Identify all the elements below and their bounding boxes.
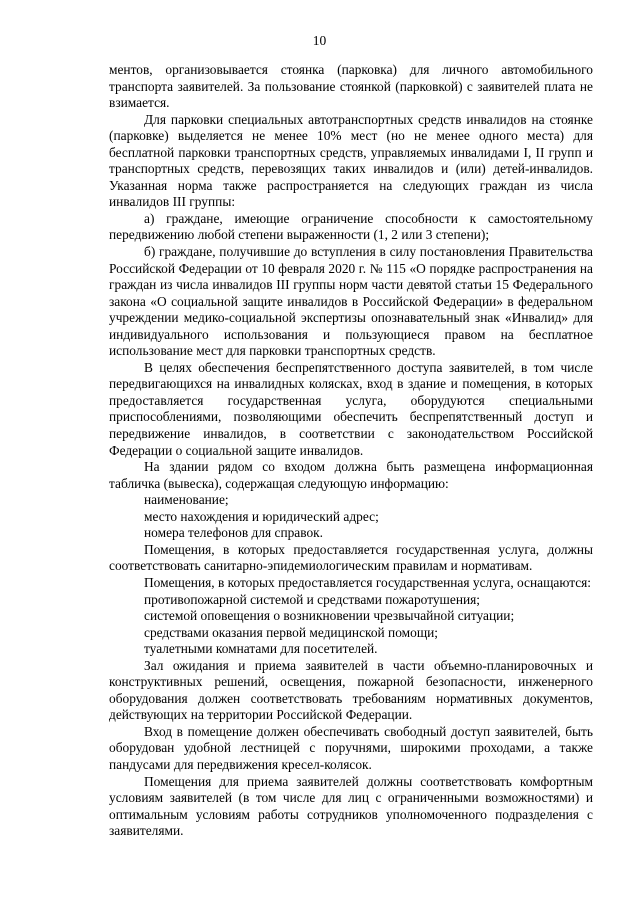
paragraph-item-a: а) граждане, имеющие ограничение способности к самостоятельному передвижению любой степени выраженности (1, 2 или 3 степени);: [109, 210, 593, 243]
list-item-fire-system: противопожарной системой и средствами пожаротушения;: [144, 591, 481, 607]
list-item-alert-system: системой оповещения о возникновении чрезвычайной ситуации;: [144, 608, 515, 624]
paragraph-reception-rooms: Помещения для приема заявителей должны соответствовать комфортным условиям заявителей (в том числе для лиц с ограниченными возможностями) и оптимальным условиям работы сотрудников уполномоченного подразделения с заявителями.: [109, 773, 593, 839]
list-item-name: наименование;: [144, 492, 229, 508]
paragraph-equipment: Помещения, в которых предоставляется государственная услуга, оснащаются:: [144, 574, 592, 590]
page-number: 10: [312, 33, 327, 48]
paragraph-signboard: На здании рядом со входом должна быть размещена информационная табличка (вывеска), содержащая следующую информацию:: [109, 459, 593, 491]
list-item-phones: номера телефонов для справок.: [144, 525, 324, 541]
paragraph-sanitary: Помещения, в которых предоставляется государственная услуга, должны соответствовать санитарно-эпидемиологическим правилам и нормативам.: [109, 541, 593, 574]
list-item-toilets: туалетными комнатами для посетителей.: [144, 641, 378, 657]
paragraph-parking-continuation: ментов, организовывается стоянка (парковка) для личного автомобильного транспорта заявителей. За пользование стоянкой (парковкой) с заявителей плата не взимается.: [109, 62, 593, 111]
document-body: [109, 62, 593, 840]
paragraph-accessibility: В целях обеспечения беспрепятственного доступа заявителей, в том числе передвигающихся на инвалидных колясках, вход в здание и помещения, в которых предоставляется государственная услуга, оборудуются специальными приспособлениями, позволяющими обеспечить беспрепятственный доступ и передвижение инвалидов, в соответствии с законодательством Российской Федерации о социальной защите инвалидов.: [109, 359, 593, 458]
paragraph-disabled-parking: Для парковки специальных автотранспортных средств инвалидов на стоянке (парковке) выделяется не менее 10% мест (но не менее одного места) для бесплатной парковки транспортных средств, управляемых инвалидами I, II групп и транспортных средств, перевозящих таких инвалидов и (или) детей-инвалидов. Указанная норма также распространяется на следующих граждан из числа инвалидов III группы:: [109, 111, 593, 210]
list-item-address: место нахождения и юридический адрес;: [144, 508, 379, 524]
paragraph-entrance: Вход в помещение должен обеспечивать свободный доступ заявителей, быть оборудован удобной лестницей с поручнями, широкими проходами, а также пандусами для передвижения кресел-колясок.: [109, 723, 593, 772]
paragraph-waiting-hall: Зал ожидания и приема заявителей в части объемно-планировочных и конструктивных решений, освещения, пожарной безопасности, инженерного оборудования должен соответствовать требованиям нормативных документов, действующих на территории Российской Федерации.: [109, 657, 593, 723]
list-item-first-aid: средствами оказания первой медицинской помощи;: [144, 624, 439, 640]
paragraph-item-b: б) граждане, получившие до вступления в силу постановления Правительства Российской Федерации от 10 февраля 2020 г. № 115 «О порядке распространения на граждан из числа инвалидов III группы норм части девятой статьи 15 Федерального закона «О социальной защите инвалидов в Российской Федерации» в федеральном учреждении медико-социальной экспертизы опознавательный знак «Инвалид» для индивидуального использования и пользующиеся правом на бесплатное использование мест для парковки транспортных средств.: [109, 244, 593, 359]
